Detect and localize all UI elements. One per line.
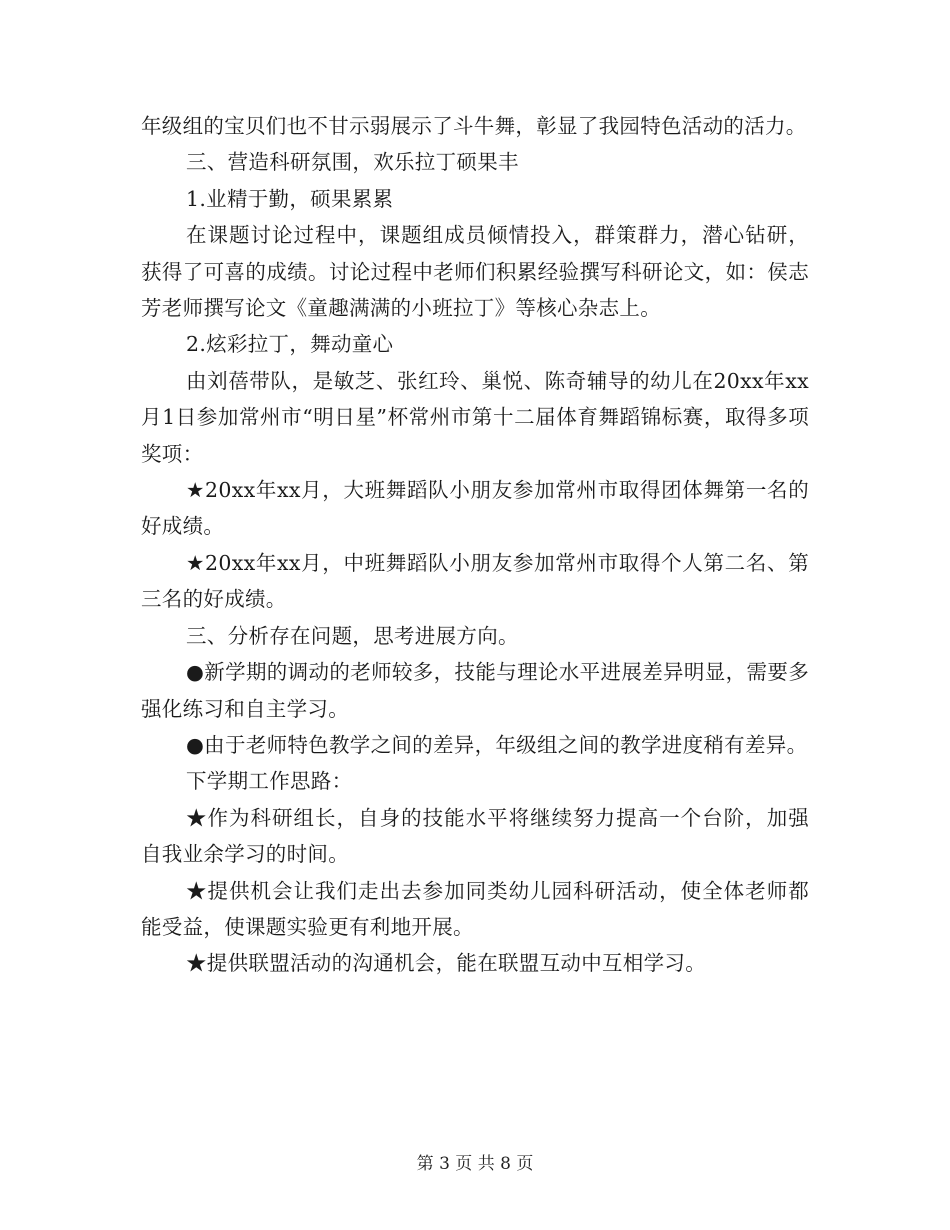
star-item-2: ★20xx年xx月，中班舞蹈队小朋友参加常州市取得个人第二名、第三名的好成绩。 <box>141 550 809 612</box>
next-term-heading: 下学期工作思路： <box>186 769 353 794</box>
plan-item-2: ★提供机会让我们走出去参加同类幼儿园科研活动，使全体老师都能受益，使课题实验更有利地开展。 <box>141 878 809 939</box>
subheading-1: 1.业精于勤，硕果累累 <box>186 186 394 211</box>
section-heading-problems: 三、分析存在问题，思考进展方向。 <box>186 623 519 648</box>
page-number-footer: 第 3 页 共 8 页 <box>416 1154 534 1174</box>
document-body <box>141 108 809 982</box>
section-heading-3: 三、营造科研氛围，欢乐拉丁硕果丰 <box>186 150 519 175</box>
paragraph-research: 在课题讨论过程中，课题组成员倾情投入，群策群力，潜心钻研，获得了可喜的成绩。讨论过程中老师们积累经验撰写科研论文，如：侯志芳老师撰写论文《童趣满满的小班拉丁》等核心杂志上。 <box>141 223 809 321</box>
paragraph-1: 年级组的宝贝们也不甘示弱展示了斗牛舞，彰显了我园特色活动的活力。 <box>141 114 807 138</box>
bullet-item-2: ●由于老师特色教学之间的差异，年级组之间的教学进度稍有差异。 <box>186 732 808 757</box>
bullet-item-1: ●新学期的调动的老师较多，技能与理论水平进展差异明显，需要多强化练习和自主学习。 <box>141 660 809 721</box>
paragraph-competition: 由刘蓓带队，是敏芝、张红玲、巢悦、陈奇辅导的幼儿在20xx年xx月1日参加常州市“明日星”杯常州市第十二届体育舞蹈锦标赛，取得多项奖项： <box>141 368 809 466</box>
plan-item-1: ★作为科研组长，自身的技能水平将继续努力提高一个台阶，加强自我业余学习的时间。 <box>141 805 809 867</box>
star-item-1: ★20xx年xx月，大班舞蹈队小朋友参加常州市取得团体舞第一名的好成绩。 <box>141 478 809 539</box>
subheading-2: 2.炫彩拉丁，舞动童心 <box>186 332 394 357</box>
plan-item-3: ★提供联盟活动的沟通机会，能在联盟互动中互相学习。 <box>186 951 706 976</box>
